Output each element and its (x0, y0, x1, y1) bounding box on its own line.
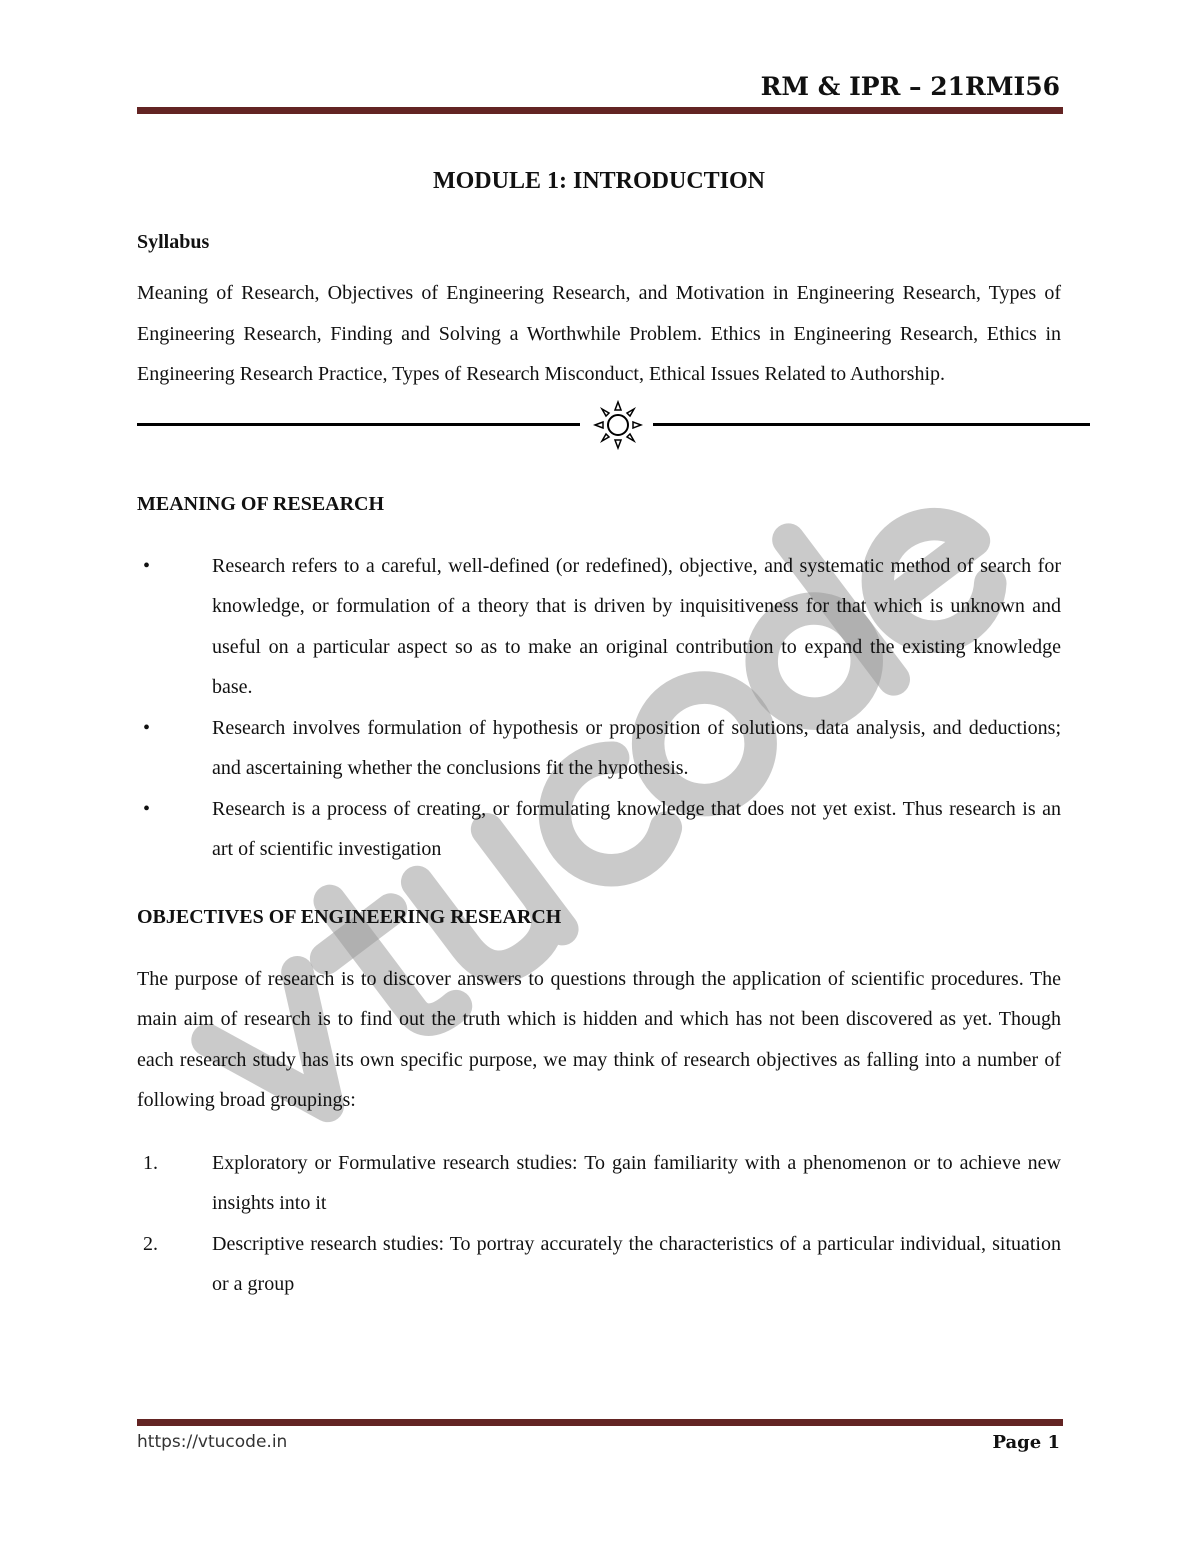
bullet-item (137, 708, 1061, 789)
bullet-text: Research refers to a careful, well-defined (or redefined), objective, and systematic method of search for knowledge, or formulation of a theory that is driven by inquisitiveness for that which is unknown and useful on a particular aspect so as to make an original contribution to expand the existing knowledge base. (212, 554, 1061, 698)
objectives-intro: The purpose of research is to discover answers to questions through the application of scientific procedures. The main aim of research is to find out the truth which is hidden and which has not been discovered as yet. Though each research study has its own specific purpose, we may think of research objectives as falling into a number of following broad groupings: (137, 967, 1061, 1111)
section-divider (137, 400, 1099, 450)
bullet-icon: • (143, 554, 151, 577)
syllabus-text: Meaning of Research, Objectives of Engineering Research, and Motivation in Engineering Research, Types of Engineering Research, Finding and Solving a Worthwhile Problem. Ethics in Engineering Research, Ethics in Engineering Research Practice, Types of Research Misconduct, Ethical Issues Related to Authorship. (137, 282, 1061, 385)
list-number: 2. (143, 1232, 158, 1255)
footer-rule (137, 1419, 1063, 1426)
objectives-heading: OBJECTIVES OF ENGINEERING RESEARCH (137, 905, 562, 928)
meaning-bullets (137, 546, 1061, 870)
meaning-heading: MEANING OF RESEARCH (137, 492, 385, 515)
header-rule (137, 107, 1063, 114)
bullet-item (137, 789, 1061, 870)
bullet-text: Research is a process of creating, or formulating knowledge that does not yet exist. Thus research is an art of scientific investigation (212, 797, 1061, 860)
page-number: Page 1 (992, 1432, 1060, 1453)
divider-left (137, 423, 580, 426)
bullet-item (137, 546, 1061, 708)
sun-ornament-icon (593, 400, 643, 450)
header-course-code: RM & IPR – 21RMI56 (760, 72, 1060, 101)
list-text: Descriptive research studies: To portray accurately the characteristics of a particular individual, situation or a group (212, 1232, 1061, 1295)
divider-right (653, 423, 1090, 426)
page-title: MODULE 1: INTRODUCTION (432, 168, 765, 194)
bullet-icon: • (143, 716, 151, 739)
list-item (137, 1143, 1061, 1224)
bullet-text: Research involves formulation of hypothesis or proposition of solutions, data analysis, and deductions; and ascertaining whether the conclusions fit the hypothesis. (212, 716, 1061, 779)
footer-link[interactable]: https://vtucode.in (137, 1432, 288, 1452)
list-text: Exploratory or Formulative research studies: To gain familiarity with a phenomenon or to achieve new insights into it (212, 1151, 1061, 1214)
syllabus-heading: Syllabus (137, 231, 210, 253)
page-body (137, 166, 1061, 1305)
bullet-icon: • (143, 797, 151, 820)
list-number: 1. (143, 1151, 158, 1174)
objectives-list (137, 1143, 1061, 1305)
list-item (137, 1224, 1061, 1305)
